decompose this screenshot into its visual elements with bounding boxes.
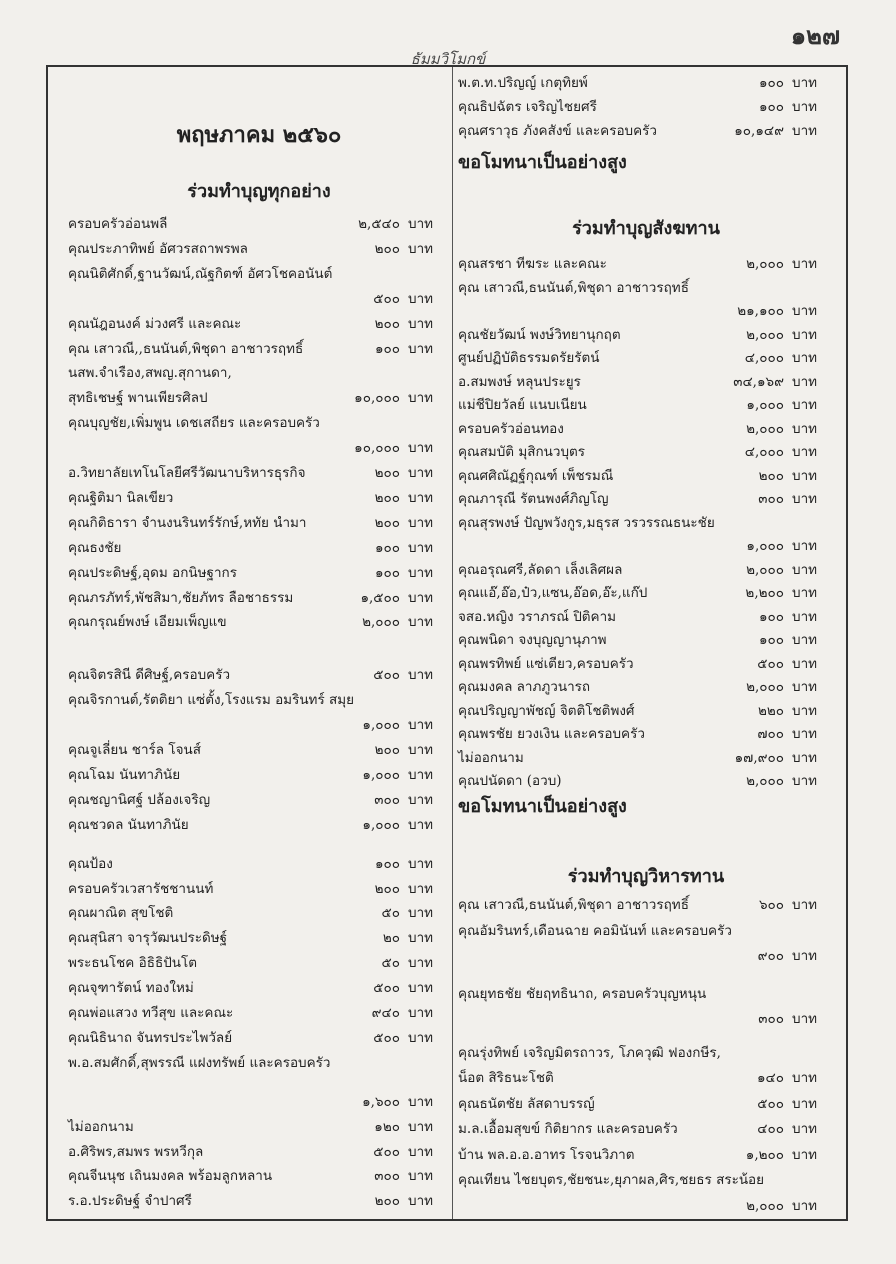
donation-line [458, 95, 834, 119]
currency-unit: บาท [408, 290, 434, 307]
donation-line [458, 346, 834, 370]
currency-unit: บาท [792, 773, 818, 789]
currency-unit: บาท [792, 655, 818, 672]
currency-unit: บาท [408, 514, 434, 531]
donation-line [68, 610, 450, 634]
donor-name: คุณธงชัย [68, 539, 122, 556]
donation-line [68, 486, 450, 510]
donation-line [68, 926, 450, 950]
donation-line [68, 852, 450, 876]
donation-amount: ๑๐๐ [758, 608, 784, 625]
currency-unit: บาท [408, 240, 434, 257]
donation-line [68, 901, 450, 925]
donation-line [458, 746, 834, 770]
currency-unit: บาท [408, 742, 434, 758]
donation-amount: ๑๐๐ [758, 99, 784, 115]
donor-name: คุณรุ่งทิพย์ เจริญมิตรถาวร, โภควุฒิ ฟองกษีร, [458, 1044, 721, 1061]
donor-name: ร.อ.ประดิษฐ์ จำปาศรี [68, 1193, 192, 1210]
currency-unit: บาท [408, 855, 434, 872]
donation-line [68, 1090, 450, 1114]
content-frame [46, 65, 848, 1221]
donor-name: สุทธิเชษฐ์ พานเพียรศิลป [68, 390, 208, 407]
donation-line [458, 1194, 834, 1218]
donor-name: คุณพรทิพย์ แซ่เตียว,ครอบครัว [458, 655, 634, 672]
donor-name: คุณชญานิศฐ์ ปล้องเจริญ [68, 791, 211, 808]
donation-line [458, 71, 834, 95]
donation-line [68, 1115, 450, 1139]
donation-amount: ๑,๐๐๐ [746, 397, 784, 413]
donation-amount: ๕๐๐ [373, 290, 400, 307]
donation-amount: ๕๐๐ [373, 980, 400, 997]
donor-name: คุณพรชัย ยวงเงิน และครอบครัว [458, 726, 645, 742]
donation-amount: ๒๐ [382, 930, 400, 947]
donor-name: ศูนย์ปฏิบัติธรรมดรัยรัตน์ [458, 350, 600, 366]
donation-line [68, 1164, 450, 1188]
donation-amount: ๒๒๐ [757, 702, 784, 719]
currency-unit: บาท [792, 608, 818, 625]
donation-line [68, 688, 450, 712]
donation-amount: ๑๐๐ [374, 539, 400, 556]
donation-amount: ๒,๐๐๐ [746, 773, 784, 789]
donor-name: คุณสุนิสา จารุวัฒนประดิษฐ์ [68, 930, 228, 947]
donor-name: คุณโฉม นันทาภินัย [68, 766, 181, 783]
donor-name: คุณจิตรสินี ดีศิษฐ์,ครอบครัว [68, 667, 231, 684]
donation-line [458, 699, 834, 723]
donor-name: อ.วิทยาลัยเทโนโลยีศรีวัฒนาบริหารธุรกิจ [68, 465, 306, 481]
donation-amount: ๒๐๐ [374, 1193, 400, 1210]
donation-line [458, 511, 834, 535]
donation-line [458, 464, 834, 488]
heading-sanghatan: ร่วมทำบุญสังฆทาน [572, 218, 720, 239]
currency-unit: บาท [408, 1029, 434, 1046]
donation-line [68, 561, 450, 585]
donor-name: ครอบครัวอ่อนพลี [68, 216, 168, 232]
donation-amount: ๑,๐๐๐ [362, 717, 400, 734]
donor-name: คุณแอ๊,อ๊อ,ป๋ว,แซน,อ๊อด,อ๊ะ,แก๊ป [458, 585, 648, 601]
donor-name: คุณชัยวัฒน์ พงษ์วิทยานุกฤต [458, 326, 621, 343]
donation-line [458, 323, 834, 347]
donation-amount: ๓๐๐ [374, 791, 400, 808]
donation-line [68, 536, 450, 560]
donation-line [458, 276, 834, 300]
currency-unit: บาท [792, 632, 818, 648]
donation-line [458, 893, 834, 917]
donation-amount: ๒๐๐ [374, 315, 400, 332]
donor-name: ไม่ออกนาม [68, 1118, 134, 1135]
currency-unit: บาท [408, 1005, 434, 1021]
donation-amount: ๑๐๐ [374, 564, 400, 581]
donation-amount: ๕๐๐ [373, 1143, 400, 1160]
currency-unit: บาท [792, 702, 818, 719]
donation-line [458, 252, 834, 276]
donation-amount: ๒,๐๐๐ [746, 326, 784, 343]
donation-line [458, 652, 834, 676]
donor-name: ไม่ออกนาม [458, 749, 524, 766]
donation-amount: ๒๐๐ [758, 467, 784, 484]
donation-amount: ๒,๐๐๐ [746, 679, 784, 695]
donor-name: ครอบครัวอ่อนทอง [458, 420, 564, 437]
donor-name: คุณนัฎอนงค์ ม่วงศรี และคณะ [68, 315, 242, 332]
donor-name: บ้าน พล.อ.อ.อาทร โรจนวิภาต [458, 1146, 635, 1163]
currency-unit: บาท [792, 1095, 818, 1112]
donor-name: คุณธนัตชัย ลัสดาบรรญ์ [458, 1095, 595, 1112]
donation-line [68, 312, 450, 336]
donation-amount: ๑๐๐ [758, 75, 784, 91]
donation-line [458, 299, 834, 323]
donation-line [458, 370, 834, 394]
running-head: ธัมมวิโมกข์ [410, 50, 486, 68]
currency-unit: บาท [408, 539, 434, 556]
donation-amount: ๑,๖๐๐ [362, 1093, 400, 1110]
donation-amount: ๕๐๐ [757, 1095, 784, 1112]
currency-unit: บาท [408, 1143, 434, 1160]
donation-amount: ๒,๐๐๐ [746, 561, 784, 578]
donation-amount: ๕๐๐ [373, 1029, 400, 1046]
currency-unit: บาท [408, 564, 434, 581]
donation-amount: ๒๐๐ [374, 240, 400, 257]
month-title: พฤษภาคม ๒๕๖๐ [176, 122, 342, 148]
donor-name: คุณภารุณี รัตนพงศ์ภิญโญ [458, 491, 609, 507]
donation-line [458, 769, 834, 793]
donation-amount: ๖๐๐ [758, 897, 784, 913]
currency-unit: บาท [408, 614, 434, 631]
currency-unit: บาท [792, 1146, 818, 1163]
donation-amount: ๕๐๐ [373, 667, 400, 684]
donation-line [458, 982, 834, 1006]
donation-line [458, 944, 834, 968]
currency-unit: บาท [792, 538, 818, 554]
currency-unit: บาท [792, 303, 818, 319]
heading-all-merits: ร่วมทำบุญทุกอย่าง [187, 181, 331, 202]
donation-line [68, 1140, 450, 1164]
donor-name: คุณ เสาวณี,ธนนันต์,พิชุดา อาชาวรฤทธิ์ [458, 279, 689, 296]
donor-name: คุณอรุณศรี,ลัดดา เล็งเลิศผล [458, 561, 623, 578]
donation-line [68, 1189, 450, 1213]
donation-amount: ๓๐๐ [758, 1011, 784, 1027]
donation-line [68, 337, 450, 361]
donor-name: คุณ เสาวณี,ธนนันต์,พิชุดา อาชาวรฤทธิ์ [458, 897, 689, 913]
donor-name: คุณนิติศักดิ์,ฐานวัฒน์,ณัฐกิตฑ์ อัศวโชคอนันต์ [68, 265, 333, 282]
donor-name: คุณสุรพงษ์ ปัญพวังกูร,มธุรส วรวรรณธนะชัย [458, 514, 715, 531]
donation-line [68, 663, 450, 687]
currency-unit: บาท [792, 1070, 818, 1086]
donor-name: คุณ เสาวณี,,ธนนันต์,พิชุดา อาชาวรฤทธิ์ [68, 340, 304, 357]
donor-name: พ.อ.สมศักดิ์,สุพรรณี แฝงทรัพย์ และครอบครัว [68, 1054, 331, 1071]
currency-unit: บาท [792, 948, 818, 964]
donation-amount: ๒๐๐ [374, 489, 400, 506]
donation-amount: ๓๐๐ [758, 491, 784, 507]
column-divider [452, 67, 453, 1219]
currency-unit: บาท [792, 256, 818, 272]
donation-amount: ๕๐ [381, 905, 400, 922]
currency-unit: บาท [792, 123, 818, 139]
donation-line [458, 1117, 834, 1141]
currency-unit: บาท [408, 465, 434, 481]
donation-line [68, 262, 450, 286]
donor-name: ม.ล.เอื้อมสุขข์ กิติยากร และครอบครัว [458, 1121, 678, 1137]
donor-name: ครอบครัวเวสารัชชานนท์ [68, 880, 214, 897]
donor-name: คุณภรภัทร์,พัชสิมา,ชัยภัทร ลือชาธรรม [68, 589, 294, 606]
donation-amount: ๑๐,๑๔๙ [734, 123, 784, 139]
donor-name: คุณปริญญาพัชญ์ จิตติโชติพงศ์ [458, 702, 635, 719]
donor-name: คุณจิรกานต์,รัตติยา แซ่ตั้ง,โรงแรม อมรินทร์ สมุย [68, 692, 355, 709]
donation-amount: ๔,๐๐๐ [744, 350, 784, 366]
donation-amount: ๑๗,๙๐๐ [734, 749, 784, 766]
donor-name: คุณปนัดดา (อวบ) [458, 773, 562, 789]
thanks-heading-2: ขอโมทนาเป็นอย่างสูง [458, 796, 627, 817]
donation-amount: ๒,๐๐๐ [746, 420, 784, 437]
donation-line [458, 581, 834, 605]
donor-name: คุณศราวุธ ภังคสังข์ และครอบครัว [458, 123, 657, 139]
donor-name: คุณพ่อแสวง ทวีสุข และคณะ [68, 1005, 234, 1021]
currency-unit: บาท [792, 467, 818, 484]
donation-line [68, 237, 450, 261]
donation-amount: ๑,๐๐๐ [362, 766, 400, 783]
donor-name: จสอ.หญิง วราภรณ์ ปิติคาม [458, 608, 617, 625]
donor-name: คุณสรชา ทีฆระ และคณะ [458, 256, 607, 272]
donor-name: อ.ศิริพร,สมพร พรหวีกุล [68, 1143, 204, 1160]
currency-unit: บาท [792, 679, 818, 695]
donation-amount: ๑๐,๐๐๐ [354, 440, 400, 457]
donation-line [458, 1007, 834, 1031]
donation-amount: ๒๑,๑๐๐ [737, 303, 784, 319]
donation-amount: ๒,๐๐๐ [746, 1197, 784, 1214]
donation-line [68, 877, 450, 901]
donation-amount: ๒,๕๔๐ [358, 216, 400, 232]
donation-amount: ๑๔๐ [756, 1070, 784, 1086]
donor-name: พ.ต.ท.ปริญญ์ เกตุทิยพ์ [458, 75, 588, 91]
donor-name: คุณกรุณย์พงษ์ เอียมเพ็ญแข [68, 614, 227, 631]
donation-amount: ๒๐๐ [374, 880, 400, 897]
currency-unit: บาท [792, 1197, 818, 1214]
donation-amount: ๗๐๐ [757, 726, 784, 742]
donation-amount: ๒๐๐ [374, 742, 400, 758]
donation-line [458, 628, 834, 652]
currency-unit: บาท [408, 766, 434, 783]
donation-line [68, 586, 450, 610]
currency-unit: บาท [792, 1121, 818, 1137]
currency-unit: บาท [408, 315, 434, 332]
donation-line [68, 511, 450, 535]
currency-unit: บาท [792, 726, 818, 742]
donation-line [68, 1051, 450, 1075]
donation-line [458, 393, 834, 417]
currency-unit: บาท [792, 326, 818, 343]
donation-line [458, 605, 834, 629]
donor-name: คุณเทียน ไชยบุตร,ชัยชนะ,ยุภาผล,ศิร,ชยธร สระน้อย [458, 1172, 765, 1188]
donor-name: คุณพนิดา จงบุญญานุภาพ [458, 632, 607, 648]
donation-line [68, 713, 450, 737]
donation-amount: ๙๔๐ [371, 1005, 400, 1021]
donation-amount: ๒,๐๐๐ [746, 256, 784, 272]
currency-unit: บาท [408, 440, 434, 457]
currency-unit: บาท [408, 489, 434, 506]
currency-unit: บาท [792, 561, 818, 578]
donation-amount: ๑๐๐ [758, 632, 784, 648]
donation-line [458, 919, 834, 943]
donor-name: คุณจีนนุช เถินมงคล พร้อมลูกหลาน [68, 1168, 273, 1185]
donor-name: คุณบุญชัย,เพิ่มพูน เดชเสถียร และครอบครัว [68, 415, 320, 432]
heading-viharn: ร่วมทำบุญวิหารทาน [567, 866, 725, 887]
donation-line [458, 1092, 834, 1116]
donation-line [458, 1041, 834, 1065]
donation-line [68, 738, 450, 762]
donor-name: คุณมงคล ลาภภูวนารถ [458, 679, 591, 695]
donor-name: คุณผาณิต สุขโชติ [68, 905, 174, 922]
donation-amount: ๑๒๐ [374, 1118, 400, 1135]
donation-line [68, 386, 450, 410]
currency-unit: บาท [792, 350, 818, 366]
donation-line [68, 287, 450, 311]
currency-unit: บาท [408, 905, 434, 922]
donor-name: คุณป้อง [68, 855, 113, 872]
currency-unit: บาท [408, 340, 434, 357]
donation-amount: ๓๐๐ [374, 1168, 400, 1185]
donor-name: อ.สมพงษ์ หลุนประยูร [458, 373, 581, 390]
donation-line [458, 1168, 834, 1192]
donor-name: คุณธิปฉัตร เจริญไชยศรี [458, 99, 597, 115]
currency-unit: บาท [408, 880, 434, 897]
donation-line [68, 461, 450, 485]
donation-amount: ๕๐๐ [757, 655, 784, 672]
donor-name: คุณฐิติมา นิลเขียว [68, 489, 174, 506]
donation-amount: ๓๔,๑๖๙ [733, 373, 784, 390]
currency-unit: บาท [792, 749, 818, 766]
donation-amount: ๒๐๐ [374, 514, 400, 531]
currency-unit: บาท [792, 75, 818, 91]
donation-amount: ๑๐๐ [374, 340, 400, 357]
donation-line [458, 487, 834, 511]
donor-name: คุณประดิษฐ์,อุดม อกนิษฐากร [68, 564, 237, 581]
donation-amount: ๑,๕๐๐ [360, 589, 400, 606]
currency-unit: บาท [408, 1168, 434, 1185]
donation-amount: ๕๐ [381, 955, 400, 972]
donation-amount: ๒๐๐ [374, 465, 400, 481]
donor-name: น็อต สิริธนะโชติ [458, 1070, 554, 1086]
donation-line [68, 1026, 450, 1050]
currency-unit: บาท [408, 791, 434, 808]
currency-unit: บาท [408, 816, 434, 833]
donor-name: แม่ชีปิยวัลย์ แนบเนียน [458, 397, 587, 413]
currency-unit: บาท [792, 491, 818, 507]
currency-unit: บาท [408, 717, 434, 734]
donation-line [68, 976, 450, 1000]
currency-unit: บาท [792, 1011, 818, 1027]
thanks-heading-1: ขอโมทนาเป็นอย่างสูง [458, 152, 627, 173]
currency-unit: บาท [408, 667, 434, 684]
donation-line [458, 1143, 834, 1167]
donation-line [458, 534, 834, 558]
donation-amount: ๑,๐๐๐ [746, 538, 784, 554]
donation-line [458, 1066, 834, 1090]
currency-unit: บาท [408, 955, 434, 972]
donor-name: คุณชวดล นันทาภินัย [68, 816, 189, 833]
donation-amount: ๑,๐๐๐ [362, 816, 400, 833]
donor-name: นสพ.จำเรือง,สพญ.สุกานดา, [68, 365, 232, 382]
donor-name: คุณจูเลี่ยน ชาร์ล โจนส์ [68, 742, 201, 758]
donor-name: คุณสมบัติ มุสิกนวบุตร [458, 444, 586, 460]
currency-unit: บาท [408, 980, 434, 997]
currency-unit: บาท [792, 373, 818, 390]
donation-line [68, 436, 450, 460]
currency-unit: บาท [408, 589, 434, 606]
currency-unit: บาท [792, 444, 818, 460]
donation-line [68, 813, 450, 837]
donation-line [458, 722, 834, 746]
donation-line [458, 675, 834, 699]
donation-line [68, 763, 450, 787]
currency-unit: บาท [792, 897, 818, 913]
currency-unit: บาท [408, 390, 434, 407]
page-number: ๑๒๗ [790, 21, 840, 50]
currency-unit: บาท [408, 216, 434, 232]
currency-unit: บาท [792, 397, 818, 413]
donor-name: คุณจุฑารัตน์ ทองใหม่ [68, 980, 194, 997]
currency-unit: บาท [792, 99, 818, 115]
donation-line [458, 440, 834, 464]
donation-amount: ๑๐,๐๐๐ [354, 390, 400, 407]
donor-name: คุณนิธินาถ จันทรประไพวัลย์ [68, 1029, 233, 1046]
currency-unit: บาท [408, 1193, 434, 1210]
donor-name: คุณศศิณัฏฐ์กุณฑ์ เพ็ชรมณี [458, 467, 614, 484]
donation-amount: ๑๐๐ [374, 855, 400, 872]
currency-unit: บาท [408, 930, 434, 947]
donation-amount: ๙๐๐ [757, 948, 784, 964]
donation-line [68, 1001, 450, 1025]
currency-unit: บาท [792, 585, 818, 601]
donation-amount: ๒,๒๐๐ [745, 585, 784, 601]
currency-unit: บาท [408, 1093, 434, 1110]
donation-line [458, 417, 834, 441]
donor-name: คุณประภาทิพย์ อัศวรสถาพรพล [68, 240, 248, 257]
donation-amount: ๑,๒๐๐ [745, 1146, 784, 1163]
donation-amount: ๔๐๐ [757, 1121, 784, 1137]
donor-name: คุณอัมรินทร์,เดือนฉาย คอมินันท์ และครอบครัว [458, 922, 732, 939]
donor-name: คุณกิติธารา จำนงนรินทร์รักษ์,หทัย นำมา [68, 514, 307, 531]
donation-line [458, 558, 834, 582]
donor-name: คุณยุทธชัย ชัยฤทธินาถ, ครอบครัวบุญหนุน [458, 985, 707, 1002]
donation-amount: ๒,๐๐๐ [362, 614, 400, 631]
donation-line [68, 212, 450, 236]
donation-line [68, 788, 450, 812]
donation-line [458, 119, 834, 143]
currency-unit: บาท [408, 1118, 434, 1135]
donor-name: พระธนโชค อิธิธิปันโต [68, 955, 198, 972]
currency-unit: บาท [792, 420, 818, 437]
donation-amount: ๔,๐๐๐ [744, 444, 784, 460]
donation-line [68, 951, 450, 975]
donation-line [68, 411, 450, 435]
donation-line [68, 361, 450, 385]
